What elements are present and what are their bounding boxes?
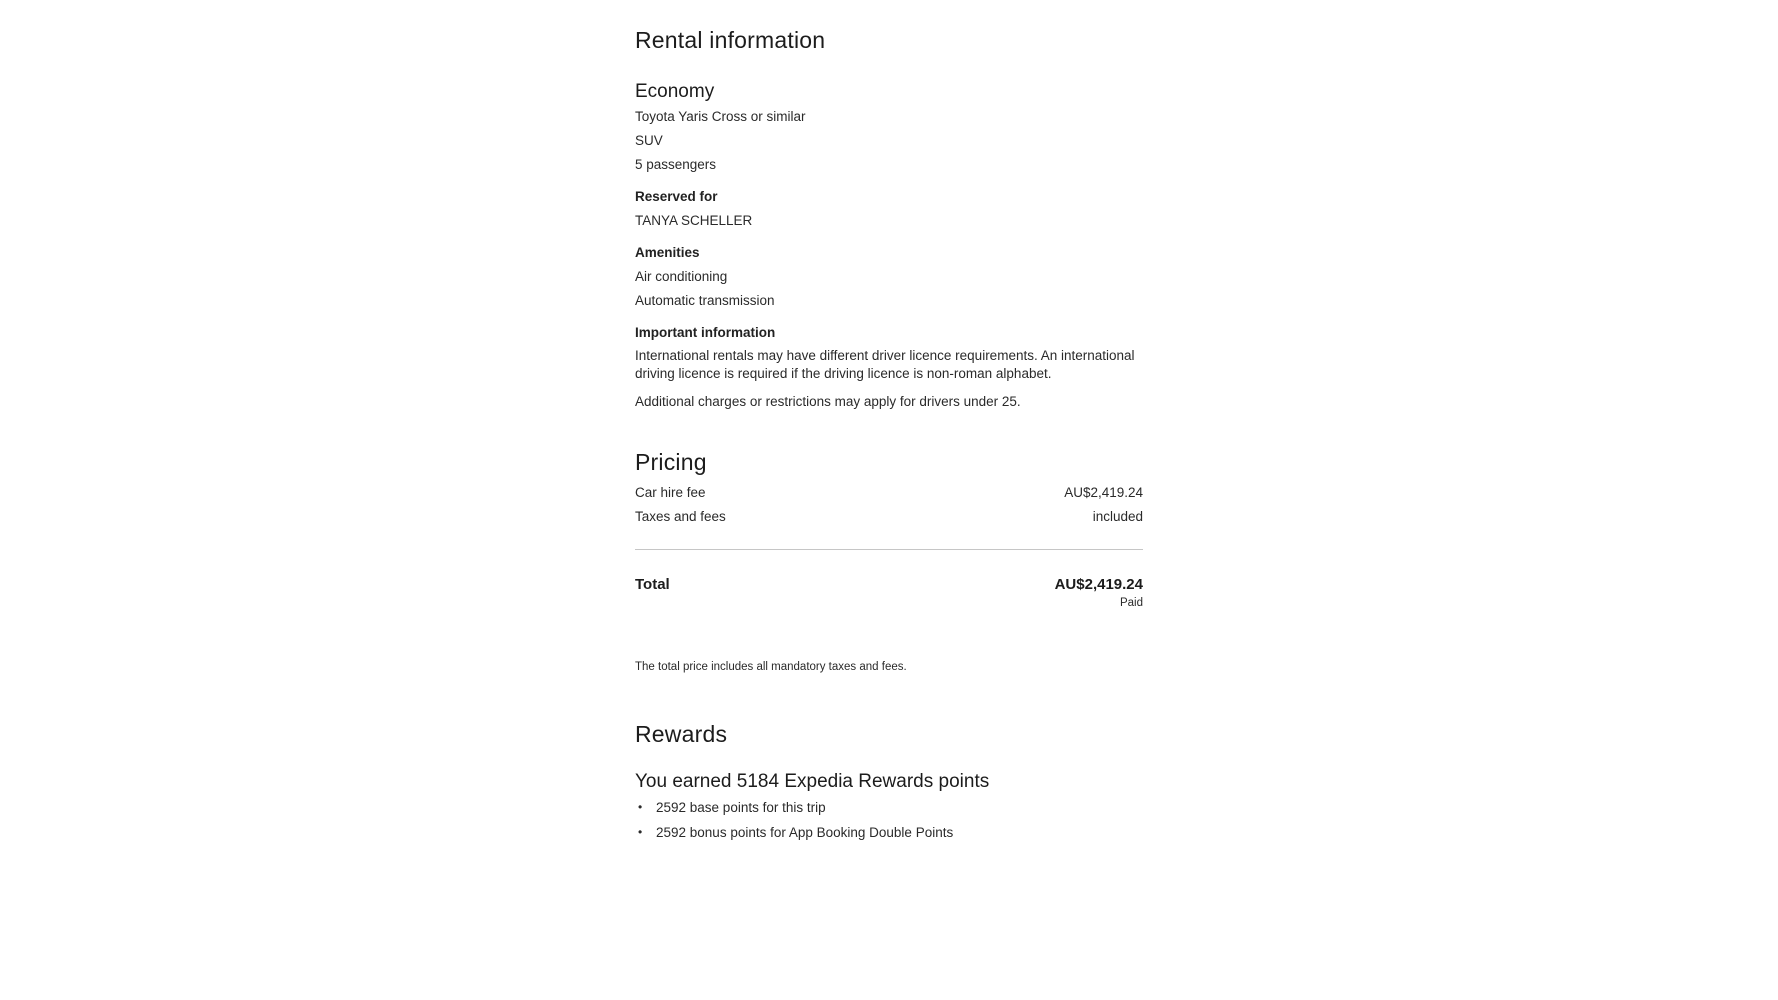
rental-information-section — [635, 25, 1143, 411]
amenity-item: Automatic transmission — [635, 293, 775, 308]
pricing-section — [635, 447, 1143, 675]
rewards-list-item: • 2592 bonus points for App Booking Double Points — [635, 820, 1143, 845]
rewards-list — [635, 795, 1143, 845]
price-row-value: AU$2,419.24 — [1064, 485, 1143, 500]
driver-name: TANYA SCHELLER — [635, 213, 753, 228]
pricing-divider — [635, 549, 1143, 550]
important-information-label: Important information — [635, 325, 776, 340]
price-row-value: included — [1092, 509, 1143, 524]
price-row-label: Taxes and fees — [635, 509, 726, 524]
reserved-for-label: Reserved for — [635, 189, 718, 204]
car-type: SUV — [635, 133, 663, 148]
booking-confirmation-page — [635, 0, 1143, 845]
rewards-title: Rewards — [635, 721, 728, 747]
rental-information-title: Rental information — [635, 27, 826, 53]
car-capacity: 5 passengers — [635, 157, 717, 172]
rewards-headline: You earned 5184 Expedia Rewards points — [635, 771, 990, 792]
rewards-list-item: • 2592 base points for this trip — [635, 795, 1143, 820]
amenities-label: Amenities — [635, 245, 700, 260]
total-label: Total — [635, 576, 670, 593]
price-row-label: Car hire fee — [635, 485, 706, 500]
amenity-item: Air conditioning — [635, 269, 728, 284]
total-value: AU$2,419.24 — [1054, 576, 1143, 593]
pricing-note: The total price includes all mandatory taxes and fees. — [635, 661, 907, 673]
price-row — [635, 505, 1143, 529]
important-note: Additional charges or restrictions may apply for drivers under 25. — [635, 394, 1021, 409]
payment-status: Paid — [1119, 597, 1143, 609]
car-model: Toyota Yaris Cross or similar — [635, 109, 806, 124]
car-class-heading: Economy — [635, 81, 715, 102]
important-note: International rentals may have different driver licence requirements. An international driving licence is required if the driving licence is non-roman alphabet. — [635, 348, 1135, 381]
total-row — [635, 574, 1143, 596]
pricing-title: Pricing — [635, 449, 707, 475]
price-row — [635, 481, 1143, 505]
rewards-section — [635, 719, 1143, 845]
